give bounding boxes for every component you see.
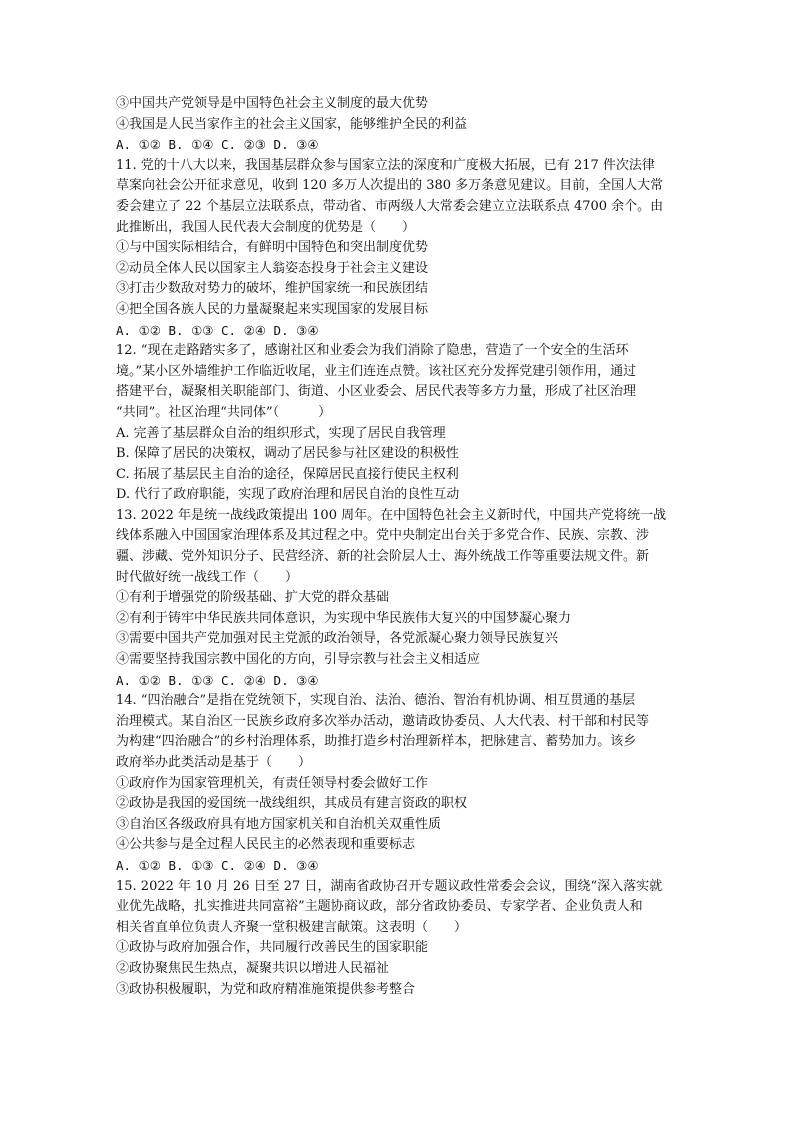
question-13-text: 13. 2022 年是统一战线政策提出 100 周年。在中国特色社会主义新时代，中国共产党将统一战 xyxy=(116,507,667,523)
question-13-text: 线体系融入中国国家治理体系及其过程之中。党中央制定出台关于多党合作、民族、宗教、涉 xyxy=(116,528,650,544)
option-line: ③中国共产党领导是中国特色社会主义制度的最大优势 xyxy=(116,96,429,111)
question-15-text: 业优先战略，扎实推进共同富裕”主题协商议政，部分省政协委员、专家学者、企业负责人和 xyxy=(116,899,643,915)
question-11-text: 委会建立了 22 个基层立法联系点，带动省、市两级人大常委会建立立法联系点 4700 余个。由 xyxy=(116,198,664,214)
question-15-text: 相关省直单位负责人齐聚一堂积极建言献策。这表明（ ） xyxy=(116,919,468,935)
question-12-text: “共同”。社区治理“共同体”（ ） xyxy=(116,404,332,420)
question-15-text: 15. 2022 年 10 月 26 日至 27 日，湖南省政协召开专题议政性常委会会议，围绕“深入落实就 xyxy=(116,878,663,894)
option-line: ②动员全体人民以国家主人翁姿态投身于社会主义建设 xyxy=(116,260,429,276)
option-line: D. 代行了政府职能，实现了政府治理和居民自治的良性互动 xyxy=(116,487,460,503)
option-line: ③政协积极履职，为党和政府精准施策提供参考整合 xyxy=(116,981,416,997)
option-line: ①政协与政府加强合作，共同履行改善民生的国家职能 xyxy=(116,940,429,956)
option-line: ④把全国各族人民的力量凝聚起来实现国家的发展目标 xyxy=(116,301,429,317)
question-12-text: 搭建平台，凝聚相关职能部门、街道、小区业委会、居民代表等多方力量，形成了社区治理 xyxy=(116,384,637,400)
question-12-text: 境。”某小区外墙维护工作临近收尾，业主们连连点赞。该社区充分发挥党建引领作用，通过 xyxy=(116,363,637,379)
option-line: ③自治区各级政府具有地方国家机关和自治机关双重性质 xyxy=(116,816,442,832)
answer-choices: A. ①② B. ①③ C. ②④ D. ③④ xyxy=(116,857,319,873)
question-14-text: 政府举办此类活动是基于（ ） xyxy=(116,755,312,770)
answer-choices: A. ①② B. ①④ C. ②③ D. ③④ xyxy=(116,137,319,153)
option-line: ③需要中国共产党加强对民主党派的政治领导，各党派凝心聚力领导民族复兴 xyxy=(116,631,559,647)
question-14-text: 14. “四治融合”是指在党统领下，实现自治、法治、德治、智治有机协调、相互贯通的基层 xyxy=(116,693,636,709)
option-line: ①政府作为国家管理机关，有责任领导村委会做好工作 xyxy=(116,775,429,791)
option-line: ④公共参与是全过程人民民主的必然表现和重要标志 xyxy=(116,837,416,853)
question-11-text: 11. 党的十八大以来，我国基层群众参与国家立法的深度和广度极大拓展，已有 217 件次法律 xyxy=(116,157,655,173)
answer-choices: A. ①② B. ①③ C. ②④ D. ③④ xyxy=(116,672,319,688)
question-13-text: 时代做好统一战线工作（ ） xyxy=(116,569,299,585)
option-line: ②政协是我国的爱国统一战线组织，其成员有建言资政的职权 xyxy=(116,796,468,812)
question-11-text: 此推断出，我国人民代表大会制度的优势是（ ） xyxy=(116,219,416,235)
option-line: ②政协聚焦民生热点，凝聚共识以增进人民福祉 xyxy=(116,960,390,976)
option-line: A. 完善了基层群众自治的组织形式，实现了居民自我管理 xyxy=(116,425,446,441)
question-14-text: 治理模式。某自治区一民族乡政府多次举办活动，邀请政协委员、人大代表、村干部和村民等 xyxy=(116,713,650,729)
question-12-text: 12. “现在走路踏实多了，感谢社区和业委会为我们消除了隐患，营造了一个安全的生活环 xyxy=(116,343,629,359)
option-line: B. 保障了居民的决策权，调动了居民参与社区建设的积极性 xyxy=(116,446,459,462)
option-line: ④需要坚持我国宗教中国化的方向，引导宗教与社会主义相适应 xyxy=(116,652,481,668)
answer-choices: A. ①② B. ①③ C. ②④ D. ③④ xyxy=(116,322,319,338)
option-line: ③打击少数敌对势力的破坏，维护国家统一和民族团结 xyxy=(116,281,429,297)
option-line: ②有利于铸牢中华民族共同体意识，为实现中华民族伟大复兴的中国梦凝心聚力 xyxy=(116,610,572,626)
option-line: ④我国是人民当家作主的社会主义国家，能够维护全民的利益 xyxy=(116,116,468,132)
question-13-text: 疆、涉藏、党外知识分子、民营经济、新的社会阶层人士、海外统战工作等重要法规文件。新 xyxy=(116,549,650,565)
option-line: C. 拓展了基层民主自治的途径，保障居民直接行使民主权利 xyxy=(116,466,459,482)
option-line: ①与中国实际相结合，有鲜明中国特色和突出制度优势 xyxy=(116,240,429,256)
document-page xyxy=(116,94,676,1000)
question-11-text: 草案向社会公开征求意见，收到 120 多万人次提出的 380 多万条意见建议。目前，全国人大常 xyxy=(116,178,664,194)
question-14-text: 为构建“四治融合”的乡村治理体系，助推打造乡村治理新样本，把脉建言、蓄势加力。该乡 xyxy=(116,734,637,750)
option-line: ①有利于增强党的阶级基础、扩大党的群众基础 xyxy=(116,590,390,606)
